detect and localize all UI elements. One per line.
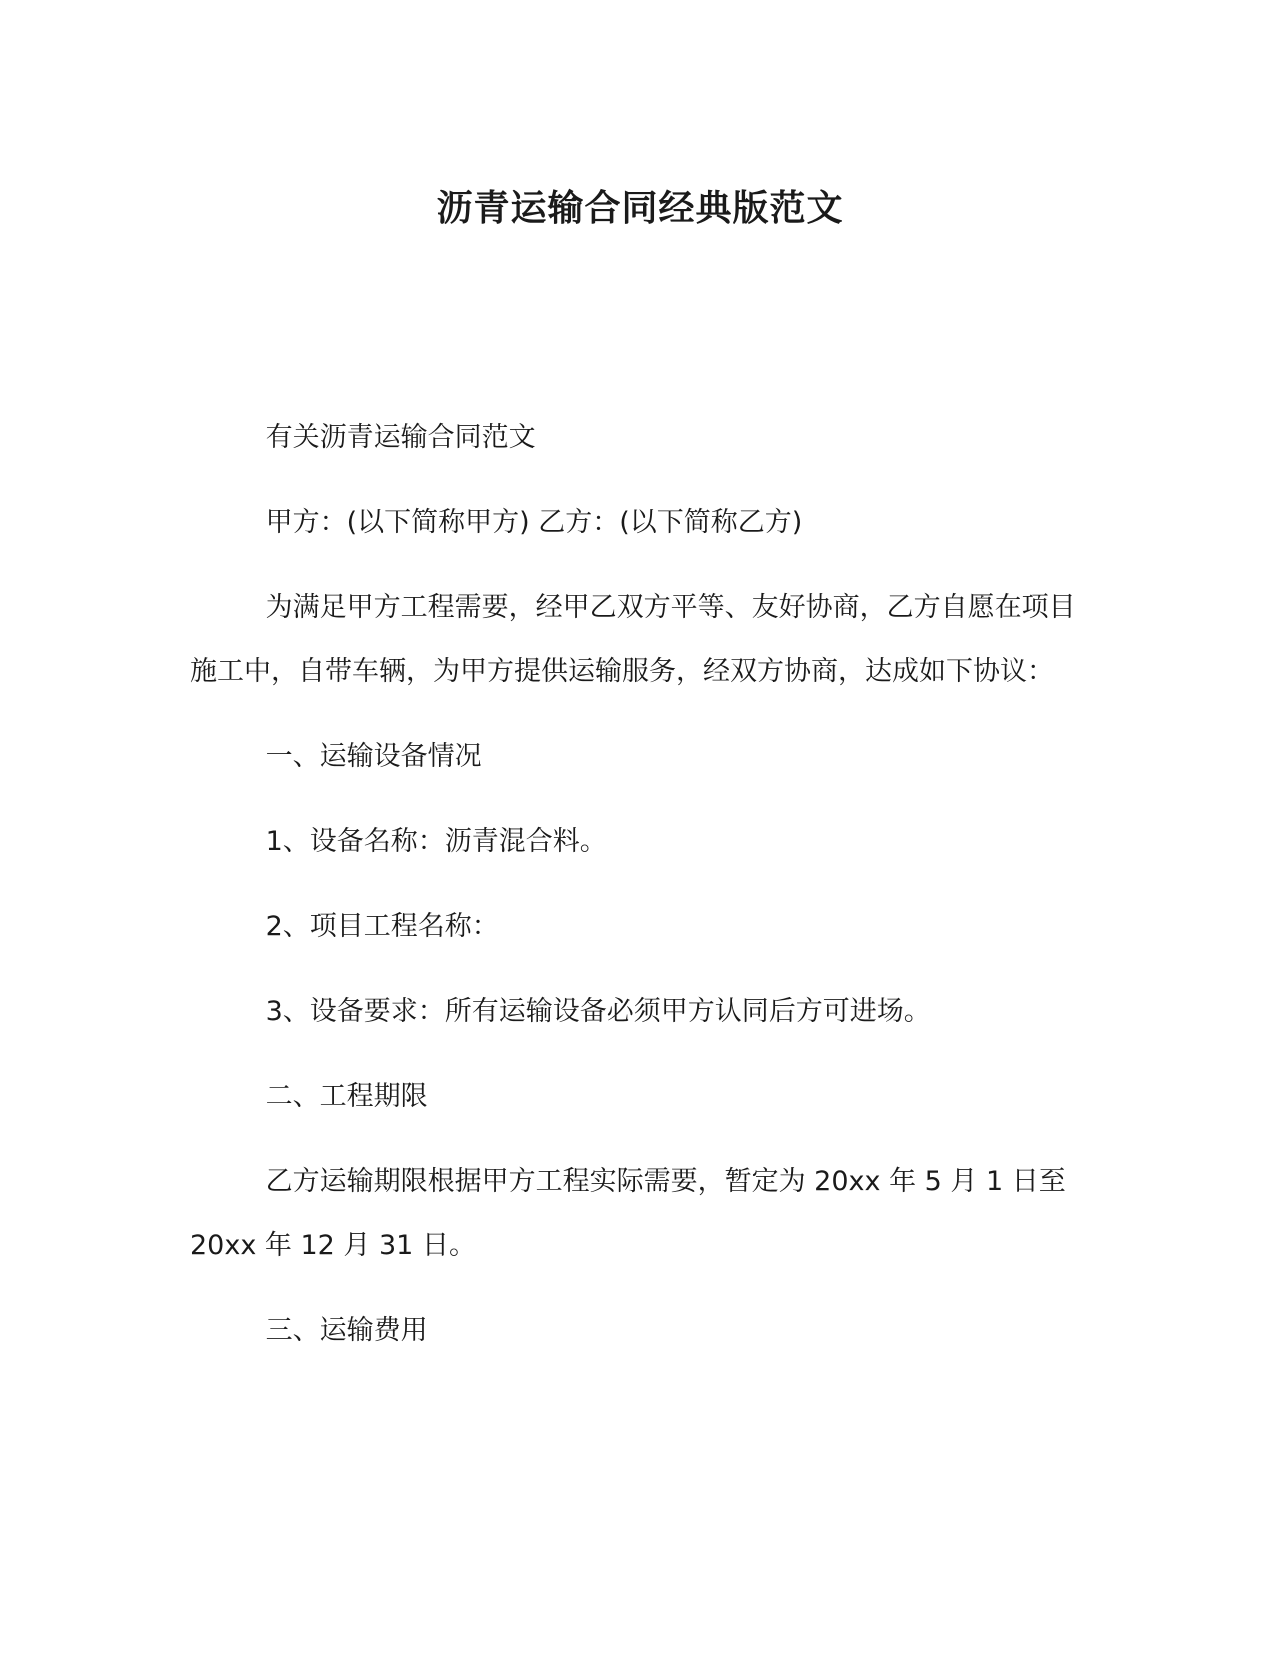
- clause-1-3: 3、设备要求：所有运输设备必须甲方认同后方可进场。: [265, 996, 931, 1027]
- intro-heading: 有关沥青运输合同范文: [265, 422, 536, 453]
- section-2-heading: 二、工程期限: [265, 1081, 428, 1112]
- section-1-heading: 一、运输设备情况: [265, 741, 482, 772]
- clause-1-2: 2、项目工程名称：: [265, 911, 499, 942]
- term-paragraph: 乙方运输期限根据甲方工程实际需要，暂定为 20xx 年 5 月 1 日至 20xx 年 12 月 31 日。: [190, 1166, 1066, 1261]
- document-title: 沥青运输合同经典版范文: [436, 188, 844, 229]
- document-body: [190, 406, 1090, 1384]
- preamble-paragraph: 为满足甲方工程需要，经甲乙双方平等、友好协商，乙方自愿在项目施工中，自带车辆，为甲方提供运输服务，经双方协商，达成如下协议：: [190, 592, 1076, 687]
- section-3-heading: 三、运输费用: [265, 1315, 428, 1346]
- clause-1-1: 1、设备名称：沥青混合料。: [265, 826, 607, 857]
- parties-line: 甲方：(以下简称甲方) 乙方：(以下简称乙方): [265, 507, 803, 538]
